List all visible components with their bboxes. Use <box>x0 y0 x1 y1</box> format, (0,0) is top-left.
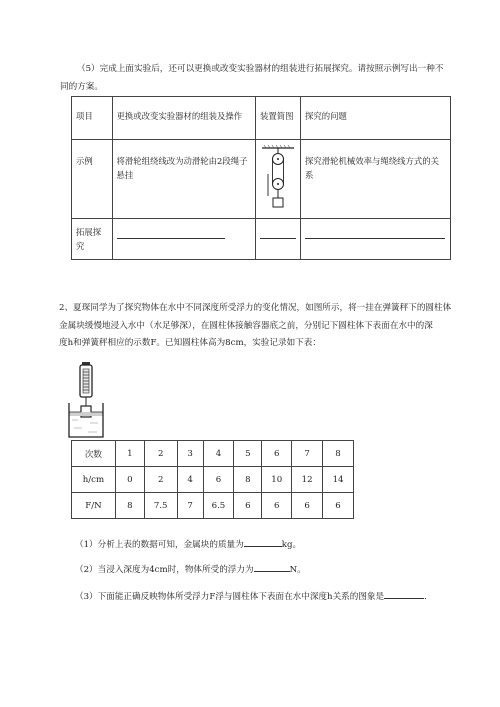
table-cell: 10 <box>262 467 292 493</box>
pulley-diagram-icon <box>256 144 300 214</box>
subquestion-2-prefix: （2）当浸入深度为4cm时，物体所受的浮力为 <box>75 565 254 575</box>
subquestion-1-prefix: （1）分析上表的数据可知，金属块的质量为 <box>75 540 244 550</box>
table-cell: 6 <box>262 441 292 467</box>
table-cell: 7 <box>177 493 203 519</box>
table-cell: 2 <box>144 441 177 467</box>
section5-line2: 同的方案。 <box>60 81 103 92</box>
table-cell: 4 <box>177 467 203 493</box>
data-table <box>71 440 354 519</box>
example-row <box>72 140 451 219</box>
header-operation: 更换或改变实验器材的组装及操作 <box>112 97 255 140</box>
subquestion-1 <box>75 537 301 550</box>
table-cell: 1 <box>115 441 144 467</box>
example-label: 示例 <box>72 140 113 219</box>
trial-row <box>72 441 354 467</box>
extension-diagram-blank[interactable] <box>256 219 301 260</box>
table-cell: 8 <box>323 441 354 467</box>
extension-question-blank[interactable] <box>301 219 451 260</box>
row-label: F/N <box>72 493 116 519</box>
question2-text <box>59 300 479 353</box>
header-diagram: 装置简图 <box>256 97 301 140</box>
extension-operation-blank[interactable] <box>112 219 255 260</box>
question2-line2: 金属块缓慢地浸入水中（水足够深），在圆柱体接触容器底之前，分别记下圆柱体下表面在水中的深 <box>59 320 433 331</box>
subquestion-1-blank[interactable] <box>244 537 282 547</box>
subquestion-2 <box>75 562 306 575</box>
extension-table <box>71 96 451 260</box>
table-cell: 6 <box>323 493 354 519</box>
question2-line3: 度h和弹簧秤相应的示数F。已知圆柱体高为8cm，实验记录如下表： <box>59 338 321 348</box>
extension-row <box>72 219 451 260</box>
table-cell: 6 <box>262 493 292 519</box>
question2-line1: 2、夏琛同学为了探究物体在水中不同深度所受浮力的变化情况，如图所示，将一挂在弹簧秤下的圆柱体 <box>59 303 452 313</box>
section5-line1: （5）完成上面实验后，还可以更换或改变实验器材的组装进行拓展探究。请按照示例写出一种不 <box>77 64 444 74</box>
header-question: 探究的问题 <box>301 97 451 140</box>
table-cell: 6.5 <box>203 493 234 519</box>
table-cell: 7.5 <box>144 493 177 519</box>
table-cell: 6 <box>292 493 323 519</box>
extension-label: 拓展探究 <box>72 219 113 260</box>
table-cell: 4 <box>203 441 234 467</box>
table-cell: 2 <box>144 467 177 493</box>
pulley-diagram-cell <box>256 140 301 219</box>
row-label: 次数 <box>72 441 116 467</box>
example-question: 探究滑轮机械效率与绳绕线方式的关系 <box>301 140 451 219</box>
extension-table-header <box>72 97 451 140</box>
section5-text <box>60 61 477 96</box>
example-operation: 将滑轮组绕线改为动滑轮由2段绳子悬挂 <box>112 140 255 219</box>
force-row <box>72 493 354 519</box>
subquestion-1-suffix: kg。 <box>281 540 302 550</box>
subquestion-3-blank[interactable] <box>384 589 424 599</box>
table-cell: 5 <box>234 441 262 467</box>
table-cell: 6 <box>203 467 234 493</box>
subquestion-3 <box>75 589 427 602</box>
table-cell: 12 <box>292 467 323 493</box>
table-cell: 3 <box>177 441 203 467</box>
row-label: h/cm <box>72 467 116 493</box>
table-cell: 0 <box>115 467 144 493</box>
subquestion-2-blank[interactable] <box>254 562 290 572</box>
subquestion-3-suffix: . <box>424 592 427 602</box>
table-cell: 8 <box>115 493 144 519</box>
subquestion-3-prefix: （3）下面能正确反映物体所受浮力F浮与圆柱体下表面在水中深度h关系的图象是 <box>75 592 385 602</box>
table-cell: 6 <box>234 493 262 519</box>
table-cell: 14 <box>323 467 354 493</box>
spring-scale-beaker-icon <box>64 360 110 440</box>
depth-row <box>72 467 354 493</box>
header-item: 项目 <box>72 97 113 140</box>
subquestion-2-suffix: N。 <box>289 565 306 575</box>
table-cell: 7 <box>292 441 323 467</box>
table-cell: 8 <box>234 467 262 493</box>
